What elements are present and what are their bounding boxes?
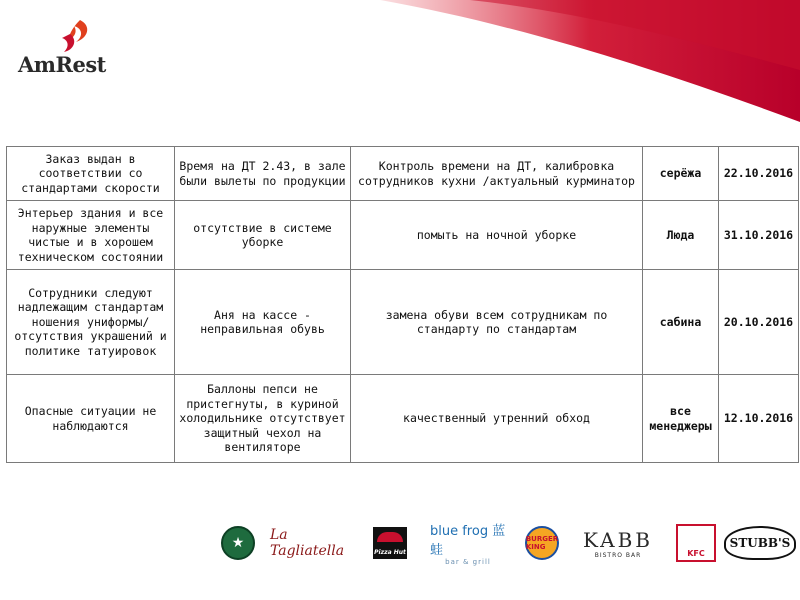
owner-cell: сабина <box>643 270 719 375</box>
amrest-logo <box>18 18 118 78</box>
owner-cell: Люда <box>643 201 719 270</box>
starbucks-logo <box>218 520 258 566</box>
starbucks-siren-icon: ★ <box>221 526 255 560</box>
table-row <box>7 270 799 375</box>
bluefrog-logo: blue frog 蓝蛙 bar & grill <box>430 524 506 566</box>
header-swoosh <box>0 0 800 140</box>
standard-cell: Заказ выдан в соответствии со стандартами скорости <box>7 147 175 201</box>
finding-cell: Баллоны пепси не пристегнуты, в куриной холодильнике отсутствует защитный чехол на вентиляторе <box>175 375 351 463</box>
table-row <box>7 201 799 270</box>
standard-cell: Сотрудники следуют надлежащим стандартам ношения униформы/отсутствия украшений и политике татуировок <box>7 270 175 375</box>
amrest-flame-icon <box>40 18 100 56</box>
standard-cell: Опасные ситуации не наблюдаются <box>7 375 175 463</box>
table-row <box>7 147 799 201</box>
date-cell: 31.10.2016 <box>719 201 799 270</box>
date-cell: 20.10.2016 <box>719 270 799 375</box>
table-row <box>7 375 799 463</box>
action-plan-table <box>6 146 799 463</box>
stubbs-logo: STUBB'S <box>730 520 790 566</box>
burgerking-logo: BURGER KING <box>522 520 562 566</box>
company-name: AmRest <box>18 52 106 77</box>
owner-cell: серёжа <box>643 147 719 201</box>
action-cell: Контроль времени на ДТ, калибровка сотрудников кухни /актуальный курминатор <box>351 147 643 201</box>
brand-logos <box>210 520 795 570</box>
action-cell: замена обуви всем сотрудникам по стандарту по стандартам <box>351 270 643 375</box>
owner-cell: все менеджеры <box>643 375 719 463</box>
date-cell: 12.10.2016 <box>719 375 799 463</box>
action-cell: качественный утренний обход <box>351 375 643 463</box>
kfc-logo: KFC <box>674 520 718 566</box>
date-cell: 22.10.2016 <box>719 147 799 201</box>
action-cell: помыть на ночной уборке <box>351 201 643 270</box>
standard-cell: Энтерьер здания и все наружные элементы чистые и в хорошем техническом состоянии <box>7 201 175 270</box>
tagliatella-logo: La Tagliatella <box>270 527 345 559</box>
pizzahut-logo: Pizza Hut <box>370 520 410 566</box>
finding-cell: отсутствие в системе уборке <box>175 201 351 270</box>
finding-cell: Время на ДТ 2.43, в зале были вылеты по продукции <box>175 147 351 201</box>
finding-cell: Аня на кассе - неправильная обувь <box>175 270 351 375</box>
kabb-logo: KABB BISTRO BAR <box>583 527 653 559</box>
